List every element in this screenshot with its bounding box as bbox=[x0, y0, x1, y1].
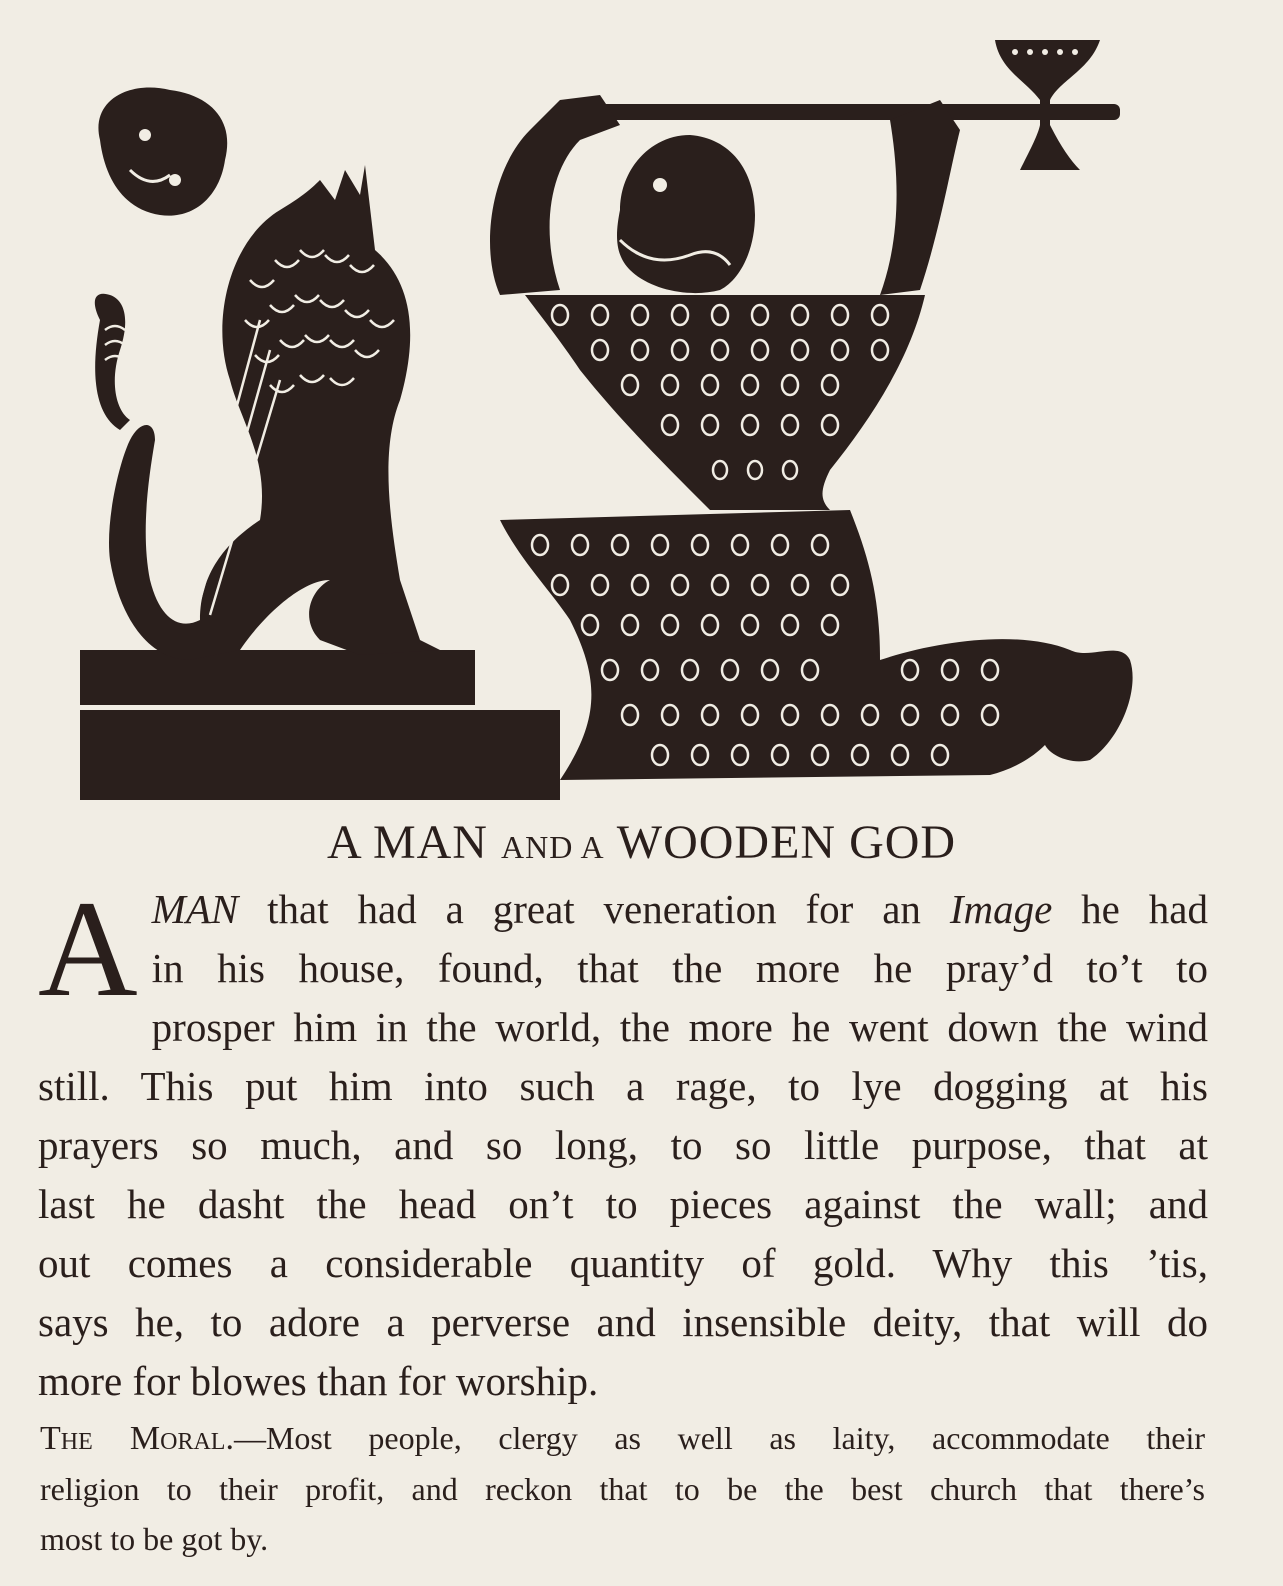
fable-line-8: says he, to adore a perverse and insensible deity, that will do bbox=[38, 1299, 1208, 1345]
opening-word: MAN bbox=[151, 886, 239, 932]
drop-cap: A bbox=[38, 872, 138, 1025]
title-part-2: AND A bbox=[500, 829, 605, 865]
moral-section bbox=[40, 1413, 1205, 1564]
fable-line-1-b: he had bbox=[1052, 886, 1208, 932]
moral-line-3: most to be got by. bbox=[40, 1521, 269, 1557]
fable-line-2: in his house, found, that the more he pray’d to’t to bbox=[151, 945, 1208, 991]
fable-line-7: out comes a considerable quantity of gold. Why this ’tis, bbox=[38, 1240, 1208, 1286]
moral-label: The Moral. bbox=[40, 1420, 234, 1457]
idol-head bbox=[98, 87, 227, 215]
fable-body bbox=[38, 872, 1208, 1411]
fable-title bbox=[0, 815, 1283, 870]
title-part-1: A MAN bbox=[326, 816, 488, 869]
fable-line-5: prayers so much, and so long, to so little purpose, that at bbox=[38, 1122, 1208, 1168]
title-part-3: WOODEN GOD bbox=[616, 816, 957, 869]
moral-dash: — bbox=[233, 1420, 266, 1456]
fable-line-9: more for blowes than for worship. bbox=[38, 1358, 599, 1404]
idol-body bbox=[95, 165, 440, 660]
moral-line-2: religion to their profit, and reckon that to be the best church that there’s bbox=[40, 1471, 1205, 1507]
fable-line-4: still. This put him into such a rage, to lye dogging at his bbox=[38, 1063, 1208, 1109]
fable-line-6: last he dasht the head on’t to pieces against the wall; and bbox=[38, 1181, 1208, 1227]
emphasis-image: Image bbox=[949, 886, 1053, 932]
pedestal-top bbox=[80, 650, 475, 705]
man-figure bbox=[490, 95, 1133, 780]
moral-text-1: Most people, clergy as well as laity, accommodate their bbox=[265, 1420, 1206, 1456]
fable-line-1-a: that had a great veneration for an bbox=[238, 886, 950, 932]
pedestal-bottom bbox=[80, 710, 560, 800]
fable-line-3: prosper him in the world, the more he went down the wind bbox=[151, 1004, 1208, 1050]
fable-line-1 bbox=[38, 880, 1208, 939]
moral-line-1 bbox=[40, 1413, 1205, 1464]
woodcut-illustration bbox=[60, 20, 1210, 810]
